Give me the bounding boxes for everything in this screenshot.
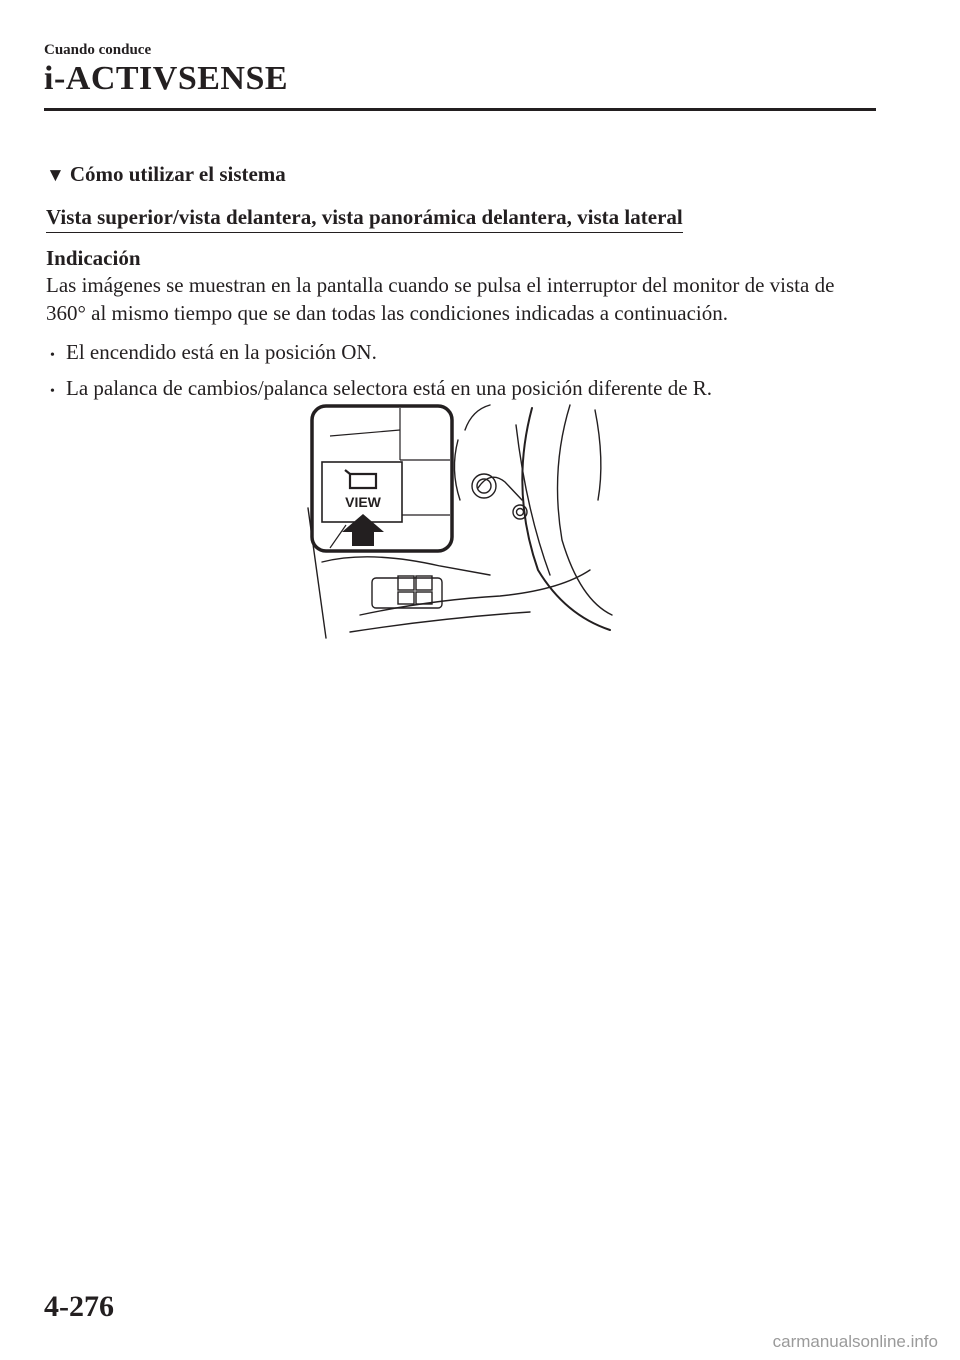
bullet-dot-icon: • [50,348,55,363]
triangle-marker-icon: ▼ [46,165,65,186]
section-heading-text: Cómo utilizar el sistema [69,162,286,186]
list-item [50,336,712,372]
watermark: carmanualsonline.info [772,1332,938,1351]
chapter-label: Cuando conduce [44,42,152,58]
indicacion-label: Indicación [46,246,141,270]
bullet-dot-icon: • [50,384,55,399]
list-item-text: El encendido está en la posición ON. [66,340,377,364]
chapter-title: i-ACTIVSENSE [44,60,289,97]
header-divider [44,108,876,111]
section-heading [46,162,286,187]
condition-list [50,336,712,408]
view-button-label: VIEW [345,494,381,510]
subheading: Vista superior/vista delantera, vista panorámica delantera, vista lateral [46,205,683,233]
view-switch-illustration [300,400,620,645]
indicacion-paragraph: Las imágenes se muestran en la pantalla cuando se pulsa el interruptor del monitor de vista de 360° al mismo tiempo que se dan todas las condiciones indicadas a continuación. [46,273,835,325]
list-item-text: La palanca de cambios/palanca selectora está en una posición diferente de R. [66,376,713,400]
page-number: 4-276 [44,1290,114,1323]
